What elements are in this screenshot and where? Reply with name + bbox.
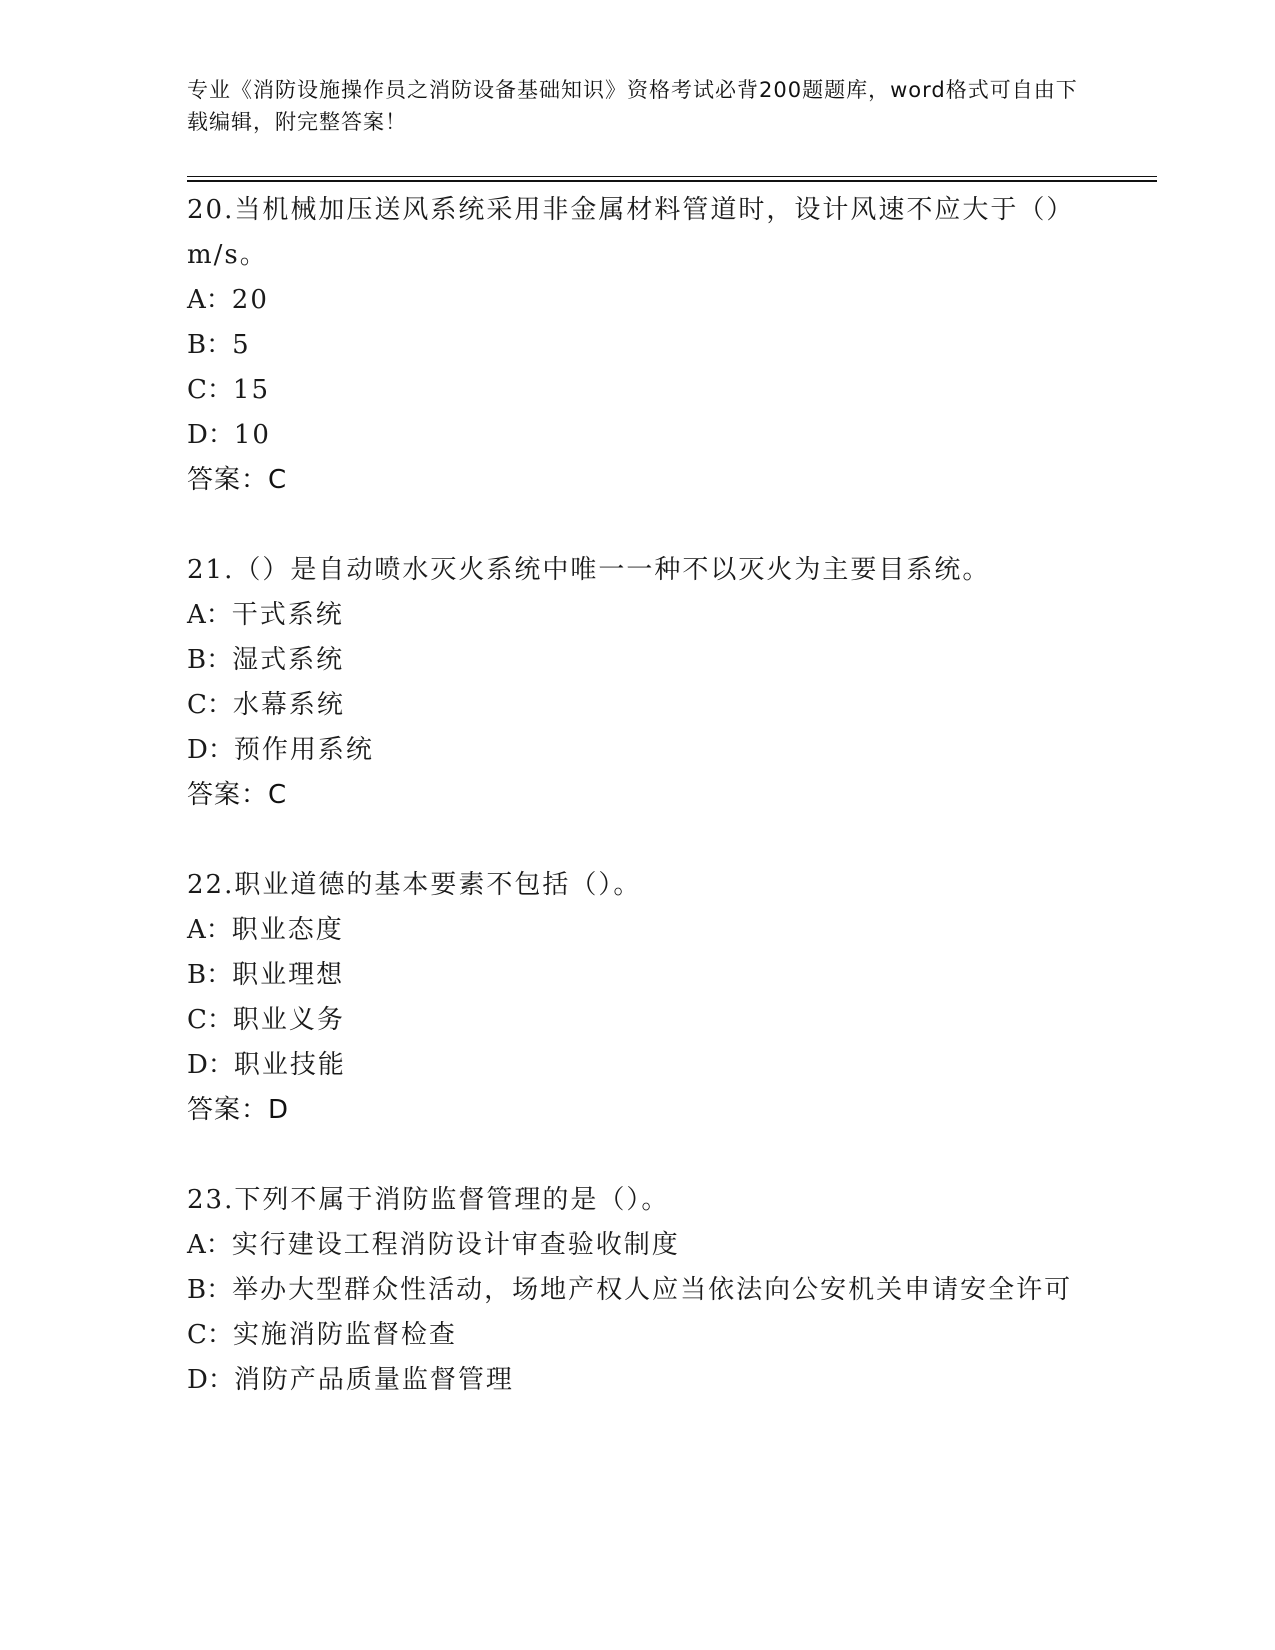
question-spacer [187, 1133, 1087, 1178]
question-spacer [187, 503, 1087, 548]
option-letter: A： [187, 915, 232, 945]
option-d [187, 413, 1087, 458]
option-letter: B： [187, 1275, 233, 1305]
option-text: 5 [232, 330, 251, 360]
option-b [187, 953, 1087, 998]
option-letter: C： [187, 1005, 233, 1035]
question-stem: 21.（）是自动喷水灭火系统中唯一一种不以灭火为主要目系统。 [187, 555, 991, 585]
option-a [187, 908, 1087, 953]
option-c [187, 1313, 1087, 1358]
question-item [187, 548, 1087, 818]
option-text: 职业义务 [232, 1005, 345, 1035]
option-b [187, 1268, 1087, 1313]
answer-line: 答案：C [187, 465, 288, 495]
option-letter: D： [187, 1050, 234, 1080]
option-text: 职业技能 [233, 1050, 346, 1080]
option-text: 实行建设工程消防设计审查验收制度 [231, 1230, 680, 1260]
option-d [187, 728, 1087, 773]
option-letter: C： [187, 375, 233, 405]
option-letter: A： [187, 600, 232, 630]
option-text: 10 [233, 420, 271, 450]
option-a [187, 1223, 1087, 1268]
option-letter: D： [187, 420, 234, 450]
option-text: 水幕系统 [232, 690, 345, 720]
option-letter: B： [187, 645, 233, 675]
question-stem: 20.当机械加压送风系统采用非金属材料管道时，设计风速不应大于（）m/s。 [187, 195, 1075, 270]
option-a [187, 278, 1087, 323]
option-letter: B： [187, 960, 233, 990]
option-text: 湿式系统 [232, 645, 345, 675]
header-divider-thick [187, 180, 1157, 182]
question-stem: 22.职业道德的基本要素不包括（）。 [187, 870, 642, 900]
question-item [187, 188, 1087, 503]
option-letter: A： [187, 1230, 232, 1260]
option-letter: A： [187, 285, 232, 315]
option-letter: C： [187, 1320, 233, 1350]
option-text: 消防产品质量监督管理 [233, 1365, 514, 1395]
question-item [187, 1178, 1087, 1403]
question-spacer [187, 818, 1087, 863]
option-text: 职业态度 [231, 915, 344, 945]
option-a [187, 593, 1087, 638]
option-d [187, 1043, 1087, 1088]
option-d [187, 1358, 1087, 1403]
option-c [187, 683, 1087, 728]
option-text: 举办大型群众性活动，场地产权人应当依法向公安机关申请安全许可 [232, 1275, 1073, 1305]
option-b [187, 323, 1087, 368]
option-text: 20 [231, 285, 269, 315]
option-letter: B： [187, 330, 233, 360]
question-item [187, 863, 1087, 1133]
question-stem: 23.下列不属于消防监督管理的是（）。 [187, 1185, 670, 1215]
option-text: 预作用系统 [233, 735, 374, 765]
option-letter: C： [187, 690, 233, 720]
option-b [187, 638, 1087, 683]
option-c [187, 368, 1087, 413]
option-letter: D： [187, 735, 234, 765]
option-c [187, 998, 1087, 1043]
header-divider-thin [187, 176, 1157, 177]
option-text: 实施消防监督检查 [232, 1320, 457, 1350]
option-letter: D： [187, 1365, 234, 1395]
answer-line: 答案：C [187, 780, 288, 810]
option-text: 职业理想 [232, 960, 345, 990]
answer-line: 答案：D [187, 1095, 290, 1125]
option-text: 干式系统 [231, 600, 344, 630]
option-text: 15 [232, 375, 270, 405]
document-header: 专业《消防设施操作员之消防设备基础知识》资格考试必背200题题库，word格式可自由下载编辑，附完整答案！ [187, 78, 1078, 134]
question-list [187, 188, 1087, 1403]
